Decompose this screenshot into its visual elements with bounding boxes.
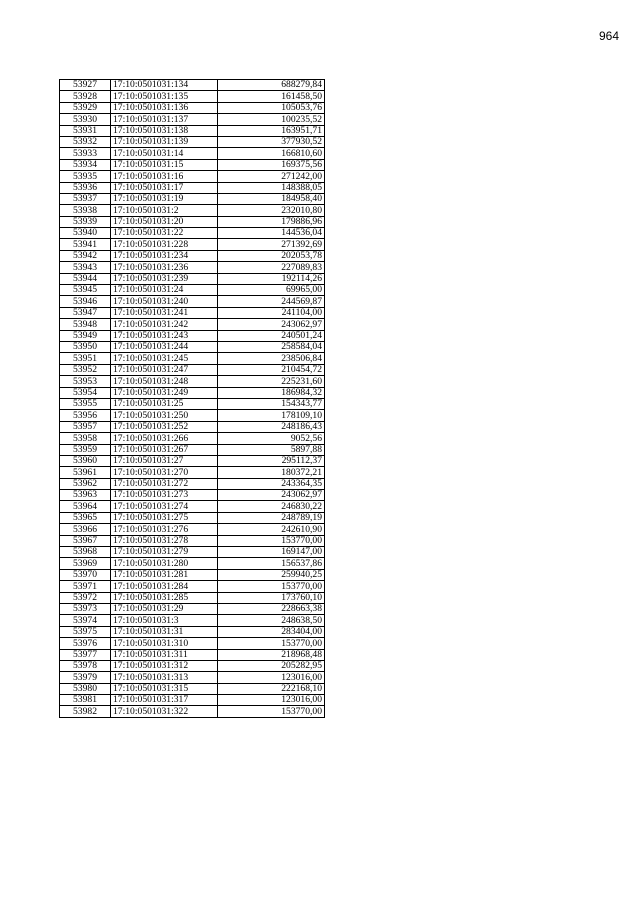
cadastral-value-cell: 295112,37 bbox=[218, 455, 325, 466]
cadastral-number-cell: 17:10:0501031:22 bbox=[111, 228, 218, 239]
row-number-cell: 53932 bbox=[60, 136, 111, 147]
cadastral-number-cell: 17:10:0501031:14 bbox=[111, 148, 218, 159]
table-row bbox=[60, 239, 325, 250]
table-row bbox=[60, 228, 325, 239]
cadastral-number-cell: 17:10:0501031:312 bbox=[111, 660, 218, 671]
table-row bbox=[60, 638, 325, 649]
cadastral-value-cell: 192114,26 bbox=[218, 273, 325, 284]
cadastral-number-cell: 17:10:0501031:242 bbox=[111, 319, 218, 330]
cadastral-value-cell: 271392,69 bbox=[218, 239, 325, 250]
cadastral-number-cell: 17:10:0501031:138 bbox=[111, 125, 218, 136]
row-number-cell: 53970 bbox=[60, 569, 111, 580]
table-row bbox=[60, 501, 325, 512]
cadastral-number-cell: 17:10:0501031:236 bbox=[111, 262, 218, 273]
row-number-cell: 53927 bbox=[60, 80, 111, 91]
table-row bbox=[60, 433, 325, 444]
cadastral-value-cell: 179886,96 bbox=[218, 216, 325, 227]
table-row bbox=[60, 159, 325, 170]
cadastral-number-cell: 17:10:0501031:279 bbox=[111, 547, 218, 558]
row-number-cell: 53980 bbox=[60, 683, 111, 694]
cadastral-number-cell: 17:10:0501031:239 bbox=[111, 273, 218, 284]
cadastral-value-cell: 153770,00 bbox=[218, 581, 325, 592]
table-row bbox=[60, 330, 325, 341]
table-row bbox=[60, 603, 325, 614]
cadastral-value-cell: 228663,38 bbox=[218, 603, 325, 614]
row-number-cell: 53963 bbox=[60, 490, 111, 501]
cadastral-number-cell: 17:10:0501031:29 bbox=[111, 603, 218, 614]
table-row bbox=[60, 683, 325, 694]
row-number-cell: 53962 bbox=[60, 478, 111, 489]
cadastral-value-cell: 105053,76 bbox=[218, 102, 325, 113]
table-row bbox=[60, 376, 325, 387]
cadastral-number-cell: 17:10:0501031:266 bbox=[111, 433, 218, 444]
cadastral-number-cell: 17:10:0501031:31 bbox=[111, 626, 218, 637]
cadastral-number-cell: 17:10:0501031:313 bbox=[111, 672, 218, 683]
table-row bbox=[60, 455, 325, 466]
cadastral-number-cell: 17:10:0501031:134 bbox=[111, 80, 218, 91]
cadastral-number-cell: 17:10:0501031:24 bbox=[111, 285, 218, 296]
row-number-cell: 53965 bbox=[60, 512, 111, 523]
row-number-cell: 53952 bbox=[60, 364, 111, 375]
cadastral-number-cell: 17:10:0501031:17 bbox=[111, 182, 218, 193]
row-number-cell: 53973 bbox=[60, 603, 111, 614]
cadastral-value-cell: 238506,84 bbox=[218, 353, 325, 364]
row-number-cell: 53972 bbox=[60, 592, 111, 603]
cadastral-number-cell: 17:10:0501031:276 bbox=[111, 524, 218, 535]
row-number-cell: 53941 bbox=[60, 239, 111, 250]
table-row bbox=[60, 171, 325, 182]
cadastral-number-cell: 17:10:0501031:278 bbox=[111, 535, 218, 546]
cadastral-number-cell: 17:10:0501031:27 bbox=[111, 455, 218, 466]
row-number-cell: 53943 bbox=[60, 262, 111, 273]
table-row bbox=[60, 547, 325, 558]
cadastral-value-cell: 242610,90 bbox=[218, 524, 325, 535]
cadastral-value-cell: 144536,04 bbox=[218, 228, 325, 239]
row-number-cell: 53946 bbox=[60, 296, 111, 307]
table-row bbox=[60, 421, 325, 432]
row-number-cell: 53938 bbox=[60, 205, 111, 216]
table-row bbox=[60, 592, 325, 603]
cadastral-number-cell: 17:10:0501031:250 bbox=[111, 410, 218, 421]
cadastral-number-cell: 17:10:0501031:244 bbox=[111, 341, 218, 352]
cadastral-value-cell: 688279,84 bbox=[218, 80, 325, 91]
cadastral-value-cell: 259940,25 bbox=[218, 569, 325, 580]
row-number-cell: 53929 bbox=[60, 102, 111, 113]
table-row bbox=[60, 102, 325, 113]
cadastral-value-cell: 258584,04 bbox=[218, 341, 325, 352]
cadastral-value-cell: 184958,40 bbox=[218, 193, 325, 204]
row-number-cell: 53931 bbox=[60, 125, 111, 136]
row-number-cell: 53937 bbox=[60, 193, 111, 204]
cadastral-number-cell: 17:10:0501031:315 bbox=[111, 683, 218, 694]
table-row bbox=[60, 706, 325, 717]
page-number: 964 bbox=[598, 29, 619, 43]
table-row bbox=[60, 512, 325, 523]
row-number-cell: 53935 bbox=[60, 171, 111, 182]
row-number-cell: 53958 bbox=[60, 433, 111, 444]
cadastral-number-cell: 17:10:0501031:135 bbox=[111, 91, 218, 102]
table-row bbox=[60, 114, 325, 125]
row-number-cell: 53947 bbox=[60, 307, 111, 318]
row-number-cell: 53951 bbox=[60, 353, 111, 364]
row-number-cell: 53956 bbox=[60, 410, 111, 421]
table-row bbox=[60, 193, 325, 204]
cadastral-value-cell: 173760,10 bbox=[218, 592, 325, 603]
row-number-cell: 53976 bbox=[60, 638, 111, 649]
cadastral-value-cell: 225231,60 bbox=[218, 376, 325, 387]
cadastral-number-cell: 17:10:0501031:322 bbox=[111, 706, 218, 717]
cadastral-number-cell: 17:10:0501031:247 bbox=[111, 364, 218, 375]
table-row bbox=[60, 444, 325, 455]
table-row bbox=[60, 626, 325, 637]
table-row bbox=[60, 410, 325, 421]
row-number-cell: 53959 bbox=[60, 444, 111, 455]
table-row bbox=[60, 125, 325, 136]
cadastral-number-cell: 17:10:0501031:245 bbox=[111, 353, 218, 364]
row-number-cell: 53977 bbox=[60, 649, 111, 660]
row-number-cell: 53934 bbox=[60, 159, 111, 170]
row-number-cell: 53949 bbox=[60, 330, 111, 341]
cadastral-value-cell: 205282,95 bbox=[218, 660, 325, 671]
cadastral-value-cell: 218968,48 bbox=[218, 649, 325, 660]
row-number-cell: 53940 bbox=[60, 228, 111, 239]
row-number-cell: 53978 bbox=[60, 660, 111, 671]
table-row bbox=[60, 80, 325, 91]
table-row bbox=[60, 262, 325, 273]
cadastral-value-cell: 227089,83 bbox=[218, 262, 325, 273]
table-row bbox=[60, 319, 325, 330]
cadastral-value-cell: 153770,00 bbox=[218, 535, 325, 546]
table-row bbox=[60, 273, 325, 284]
cadastral-value-cell: 123016,00 bbox=[218, 672, 325, 683]
table-row bbox=[60, 205, 325, 216]
table-row bbox=[60, 341, 325, 352]
cadastral-number-cell: 17:10:0501031:270 bbox=[111, 467, 218, 478]
cadastral-number-cell: 17:10:0501031:281 bbox=[111, 569, 218, 580]
cadastral-number-cell: 17:10:0501031:284 bbox=[111, 581, 218, 592]
cadastral-number-cell: 17:10:0501031:273 bbox=[111, 490, 218, 501]
row-number-cell: 53936 bbox=[60, 182, 111, 193]
cadastral-number-cell: 17:10:0501031:272 bbox=[111, 478, 218, 489]
cadastral-value-cell: 9052,56 bbox=[218, 433, 325, 444]
row-number-cell: 53942 bbox=[60, 250, 111, 261]
cadastral-number-cell: 17:10:0501031:274 bbox=[111, 501, 218, 512]
cadastral-value-cell: 161458,50 bbox=[218, 91, 325, 102]
cadastral-number-cell: 17:10:0501031:311 bbox=[111, 649, 218, 660]
cadastral-number-cell: 17:10:0501031:2 bbox=[111, 205, 218, 216]
cadastral-value-cell: 148388,05 bbox=[218, 182, 325, 193]
cadastral-number-cell: 17:10:0501031:248 bbox=[111, 376, 218, 387]
cadastral-value-cell: 232010,80 bbox=[218, 205, 325, 216]
cadastral-number-cell: 17:10:0501031:228 bbox=[111, 239, 218, 250]
table-row bbox=[60, 216, 325, 227]
row-number-cell: 53939 bbox=[60, 216, 111, 227]
cadastral-number-cell: 17:10:0501031:317 bbox=[111, 695, 218, 706]
cadastral-value-cell: 166810,60 bbox=[218, 148, 325, 159]
cadastral-value-cell: 153770,00 bbox=[218, 638, 325, 649]
row-number-cell: 53961 bbox=[60, 467, 111, 478]
cadastral-value-cell: 153770,00 bbox=[218, 706, 325, 717]
table-row bbox=[60, 535, 325, 546]
cadastral-number-cell: 17:10:0501031:252 bbox=[111, 421, 218, 432]
row-number-cell: 53944 bbox=[60, 273, 111, 284]
table-row bbox=[60, 285, 325, 296]
table-row bbox=[60, 672, 325, 683]
cadastral-value-cell: 248186,43 bbox=[218, 421, 325, 432]
cadastral-value-cell: 241104,00 bbox=[218, 307, 325, 318]
cadastral-value-cell: 210454,72 bbox=[218, 364, 325, 375]
row-number-cell: 53928 bbox=[60, 91, 111, 102]
cadastral-number-cell: 17:10:0501031:267 bbox=[111, 444, 218, 455]
cadastral-value-cell: 243062,97 bbox=[218, 490, 325, 501]
cadastral-number-cell: 17:10:0501031:240 bbox=[111, 296, 218, 307]
row-number-cell: 53968 bbox=[60, 547, 111, 558]
cadastral-value-cell: 180372,21 bbox=[218, 467, 325, 478]
row-number-cell: 53971 bbox=[60, 581, 111, 592]
table-row bbox=[60, 296, 325, 307]
cadastral-number-cell: 17:10:0501031:16 bbox=[111, 171, 218, 182]
row-number-cell: 53948 bbox=[60, 319, 111, 330]
table-row bbox=[60, 387, 325, 398]
cadastral-number-cell: 17:10:0501031:139 bbox=[111, 136, 218, 147]
table-row bbox=[60, 250, 325, 261]
cadastral-value-cell: 5897,88 bbox=[218, 444, 325, 455]
table-row bbox=[60, 398, 325, 409]
cadastral-number-cell: 17:10:0501031:310 bbox=[111, 638, 218, 649]
cadastral-value-cell: 202053,78 bbox=[218, 250, 325, 261]
table-row bbox=[60, 490, 325, 501]
row-number-cell: 53975 bbox=[60, 626, 111, 637]
cadastral-value-cell: 283404,00 bbox=[218, 626, 325, 637]
table-row bbox=[60, 695, 325, 706]
row-number-cell: 53981 bbox=[60, 695, 111, 706]
row-number-cell: 53953 bbox=[60, 376, 111, 387]
row-number-cell: 53950 bbox=[60, 341, 111, 352]
table-row bbox=[60, 91, 325, 102]
table-row bbox=[60, 524, 325, 535]
cadastral-value-cell: 243062,97 bbox=[218, 319, 325, 330]
cadastral-number-cell: 17:10:0501031:241 bbox=[111, 307, 218, 318]
table-row bbox=[60, 467, 325, 478]
row-number-cell: 53960 bbox=[60, 455, 111, 466]
cadastral-value-cell: 246830,22 bbox=[218, 501, 325, 512]
table-row bbox=[60, 558, 325, 569]
row-number-cell: 53954 bbox=[60, 387, 111, 398]
cadastral-number-cell: 17:10:0501031:3 bbox=[111, 615, 218, 626]
cadastral-value-cell: 377930,52 bbox=[218, 136, 325, 147]
table-row bbox=[60, 364, 325, 375]
table-row bbox=[60, 615, 325, 626]
cadastral-number-cell: 17:10:0501031:249 bbox=[111, 387, 218, 398]
table-row bbox=[60, 182, 325, 193]
row-number-cell: 53969 bbox=[60, 558, 111, 569]
row-number-cell: 53967 bbox=[60, 535, 111, 546]
cadastral-number-cell: 17:10:0501031:285 bbox=[111, 592, 218, 603]
table-row bbox=[60, 148, 325, 159]
cadastral-number-cell: 17:10:0501031:137 bbox=[111, 114, 218, 125]
cadastral-value-table bbox=[59, 79, 325, 718]
cadastral-number-cell: 17:10:0501031:25 bbox=[111, 398, 218, 409]
cadastral-value-cell: 271242,00 bbox=[218, 171, 325, 182]
cadastral-value-cell: 178109,10 bbox=[218, 410, 325, 421]
cadastral-value-cell: 169147,00 bbox=[218, 547, 325, 558]
cadastral-number-cell: 17:10:0501031:243 bbox=[111, 330, 218, 341]
cadastral-value-cell: 154343,77 bbox=[218, 398, 325, 409]
row-number-cell: 53979 bbox=[60, 672, 111, 683]
table-body bbox=[60, 80, 325, 718]
row-number-cell: 53945 bbox=[60, 285, 111, 296]
row-number-cell: 53974 bbox=[60, 615, 111, 626]
cadastral-value-cell: 248638,50 bbox=[218, 615, 325, 626]
cadastral-value-cell: 163951,71 bbox=[218, 125, 325, 136]
cadastral-value-cell: 100235,52 bbox=[218, 114, 325, 125]
table-row bbox=[60, 660, 325, 671]
table-row bbox=[60, 478, 325, 489]
row-number-cell: 53966 bbox=[60, 524, 111, 535]
row-number-cell: 53982 bbox=[60, 706, 111, 717]
cadastral-number-cell: 17:10:0501031:234 bbox=[111, 250, 218, 261]
cadastral-number-cell: 17:10:0501031:19 bbox=[111, 193, 218, 204]
table-row bbox=[60, 649, 325, 660]
row-number-cell: 53964 bbox=[60, 501, 111, 512]
table-row bbox=[60, 136, 325, 147]
cadastral-number-cell: 17:10:0501031:20 bbox=[111, 216, 218, 227]
table-row bbox=[60, 569, 325, 580]
cadastral-number-cell: 17:10:0501031:15 bbox=[111, 159, 218, 170]
cadastral-value-cell: 69965,00 bbox=[218, 285, 325, 296]
row-number-cell: 53957 bbox=[60, 421, 111, 432]
cadastral-number-cell: 17:10:0501031:280 bbox=[111, 558, 218, 569]
cadastral-value-cell: 169375,56 bbox=[218, 159, 325, 170]
table-row bbox=[60, 353, 325, 364]
cadastral-number-cell: 17:10:0501031:275 bbox=[111, 512, 218, 523]
cadastral-value-cell: 244569,87 bbox=[218, 296, 325, 307]
cadastral-value-cell: 243364,35 bbox=[218, 478, 325, 489]
row-number-cell: 53930 bbox=[60, 114, 111, 125]
cadastral-number-cell: 17:10:0501031:136 bbox=[111, 102, 218, 113]
row-number-cell: 53955 bbox=[60, 398, 111, 409]
table-row bbox=[60, 307, 325, 318]
row-number-cell: 53933 bbox=[60, 148, 111, 159]
cadastral-value-cell: 156537,86 bbox=[218, 558, 325, 569]
cadastral-value-cell: 240501,24 bbox=[218, 330, 325, 341]
table-row bbox=[60, 581, 325, 592]
cadastral-value-cell: 123016,00 bbox=[218, 695, 325, 706]
cadastral-value-cell: 248789,19 bbox=[218, 512, 325, 523]
cadastral-value-cell: 186984,32 bbox=[218, 387, 325, 398]
cadastral-value-cell: 222168,10 bbox=[218, 683, 325, 694]
